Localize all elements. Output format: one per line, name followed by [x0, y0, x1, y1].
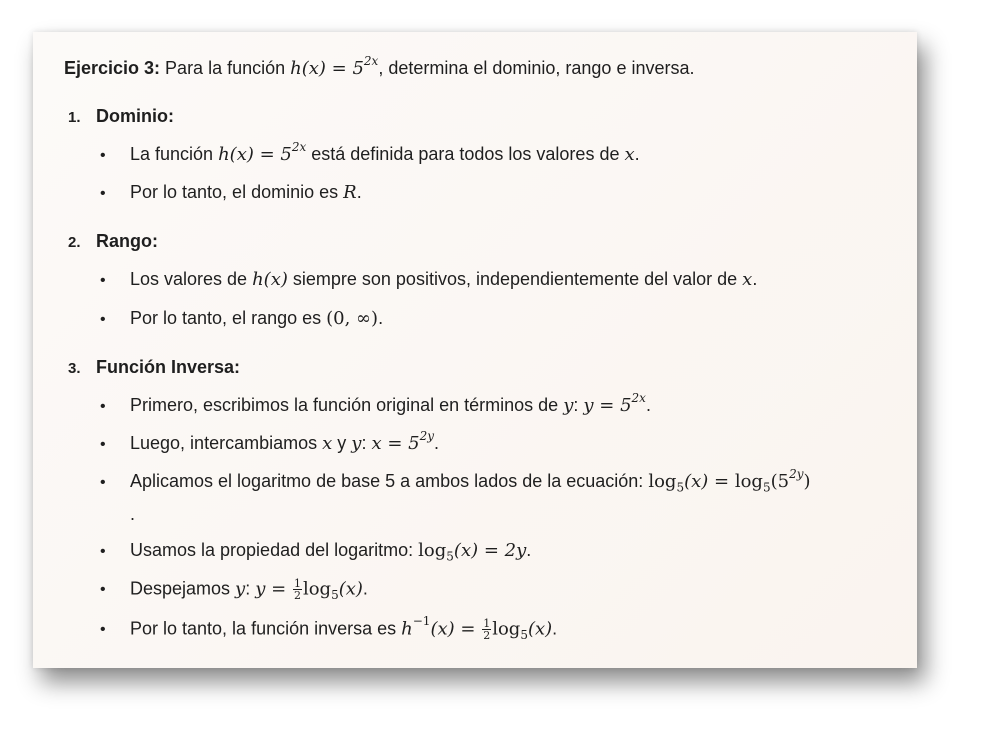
list-item: • Despejamos y: y = $\frac{1}{2}$ $\log_5(x)$.	[100, 577, 368, 602]
math-function: h(x) = 5	[290, 58, 364, 79]
bullet: •	[100, 436, 106, 453]
exercise-label: Ejercicio 3:	[64, 58, 161, 78]
list-item: • Aplicamos el logaritmo de base 5 a ambos lados de la ecuación: $\log_5(x) = \log_5(5^{2y})$	[100, 467, 811, 495]
section-heading-dominio: 1. Dominio:	[68, 106, 174, 126]
bullet: •	[100, 272, 106, 289]
bullet: •	[100, 311, 106, 328]
bullet: •	[100, 474, 106, 491]
list-item: • Por lo tanto, la función inversa es $h^{-1}(x)$ = $\frac{1}{2}$ $\log_5(x)$.	[100, 614, 558, 642]
bullet: •	[100, 621, 106, 639]
bullet: •	[100, 543, 106, 560]
list-item: • Luego, intercambiamos x y y: $x = 5^{2y}$.	[100, 429, 440, 454]
section-heading-funcion-inversa: 3. Función Inversa:	[68, 357, 241, 377]
bullet: •	[100, 147, 106, 164]
exercise-card	[33, 32, 917, 668]
list-item-continuation: .	[130, 504, 136, 524]
list-item: • Usamos la propiedad del logaritmo: $\log_5(x) = 2y$.	[100, 540, 532, 564]
fraction: $\frac{1}{2}$	[483, 617, 491, 642]
list-item: • Primero, escribimos la función original en términos de y: $y = 5^{2x}$.	[100, 391, 651, 416]
list-item: • La función $h(x) = 5^{2x}$ está definida para todos los valores de x.	[100, 140, 640, 165]
list-item: • Los valores de h(x) siempre son positivos, independientemente del valor de x.	[100, 269, 758, 290]
exercise-title: Ejercicio 3: Para la función $h(x) = 5^{2x}$, determina el dominio, rango e inversa.	[64, 54, 695, 79]
fraction: $\frac{1}{2}$	[293, 577, 301, 602]
bullet: •	[100, 581, 106, 599]
section-heading-rango: 2. Rango:	[68, 231, 158, 251]
list-item: • Por lo tanto, el rango es (0, ∞).	[100, 308, 384, 329]
bullet: •	[100, 398, 106, 415]
bullet: •	[100, 185, 106, 202]
list-item: • Por lo tanto, el dominio es R.	[100, 182, 362, 203]
